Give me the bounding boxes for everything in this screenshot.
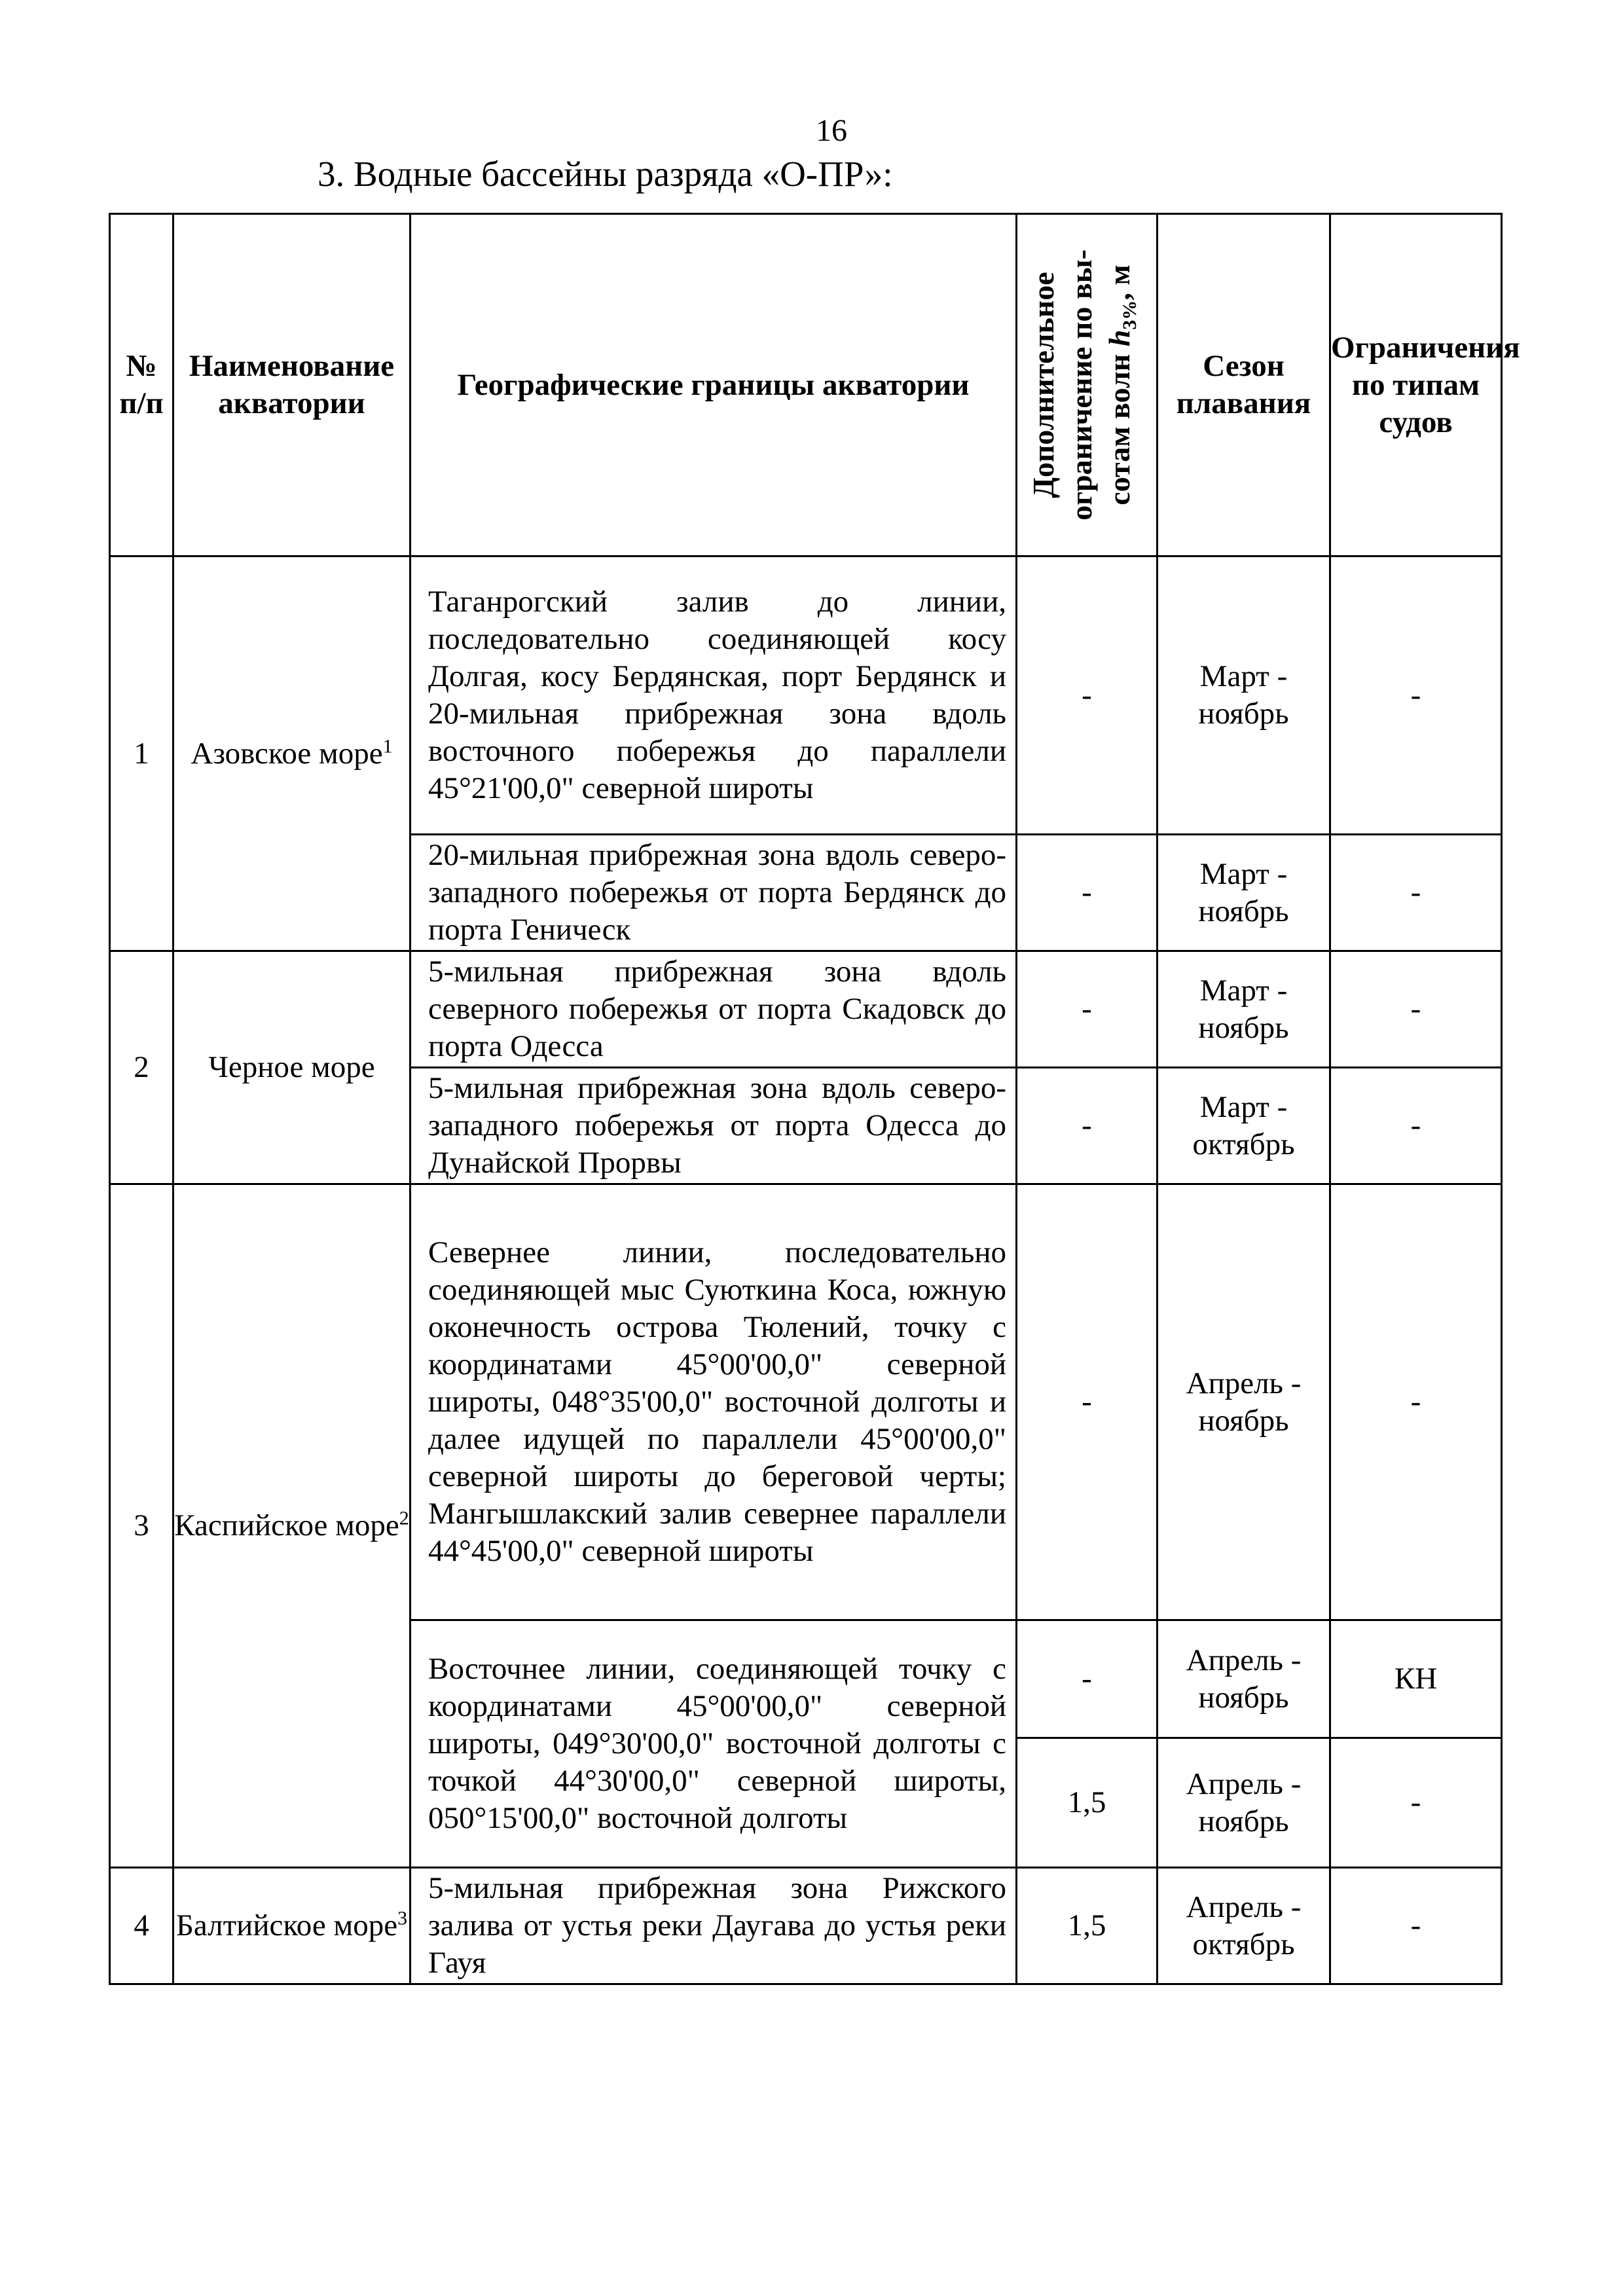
header-name: Наименование акватории [173,214,410,556]
row-geo: Восточнее линии, соединяющей точку с координатами 45°00'00,0" северной широты, 049°30'00,0" восточной долготы с точкой 44°30'00,0" северной широты, 050°15'00,0" восточной долготы [410,1620,1017,1868]
row-geo: 5-мильная прибрежная зона Рижского залива от устья реки Даугава до устья реки Гауя [410,1868,1017,1984]
row-restrictions: - [1330,951,1502,1068]
header-wave-text: Дополнительное ограничение по вы-сотам волн $h_{3\%}$, м [1026,249,1141,520]
row-num: 3 [110,1184,173,1868]
row-geo: 5-мильная прибрежная зона вдоль северо-западного побережья от порта Одесса до Дунайской Прорвы [410,1068,1017,1184]
row-season: Апрель - октябрь [1158,1868,1330,1984]
row-wave: - [1017,1068,1158,1184]
header-season: Сезон плавания [1158,214,1330,556]
row-name: Каспийское море$^2$ [173,1184,410,1868]
page-number: 16 [816,113,847,148]
row-restrictions: - [1330,1184,1502,1620]
row-season: Апрель - ноябрь [1158,1184,1330,1620]
header-restrictions: Ограничения по типам судов [1330,214,1502,556]
row-season: Март - октябрь [1158,1068,1330,1184]
row-geo: 5-мильная прибрежная зона вдоль северного побережья от порта Скадовск до порта Одесса [410,951,1017,1068]
row-season: Апрель - ноябрь [1158,1620,1330,1738]
row-wave: - [1017,556,1158,835]
row-season: Март - ноябрь [1158,556,1330,835]
footnote-ref: 1 [382,735,393,757]
row-season: Март - ноябрь [1158,835,1330,951]
table-header-row [110,214,1502,556]
row-num: 2 [110,951,173,1184]
waters-table [109,213,1520,1985]
row-restrictions: - [1330,835,1502,951]
row-wave: 1,5 [1017,1868,1158,1984]
row-num: 1 [110,556,173,951]
table-row [110,556,1502,835]
footnote-ref: 2 [399,1507,409,1529]
row-geo: Севернее линии, последовательно соединяющей мыс Суюткина Коса, южную оконечность острова Тюлений, точку с координатами 45°00'00,0" северной широты, 048°35'00,0" восточной долготы и далее идущей по параллели 45°00'00,0" северной широты до береговой черты; Мангышлакский залив севернее параллели 44°45'00,0" северной широты [410,1184,1017,1620]
row-restrictions: КН [1330,1620,1502,1738]
row-restrictions: - [1330,1738,1502,1868]
table-row [110,1184,1502,1620]
row-name: Черное море [173,951,410,1184]
row-season: Март - ноябрь [1158,951,1330,1068]
row-num: 4 [110,1868,173,1984]
row-wave: - [1017,951,1158,1068]
row-name: Балтийское море$^3$ [173,1868,410,1984]
row-geo: 20-мильная прибрежная зона вдоль северо-западного побережья от порта Бердянск до порта Геническ [410,835,1017,951]
row-wave: - [1017,1184,1158,1620]
section-title: 3. Водные бассейны разряда «О-ПР»: [318,154,893,194]
footnote-ref: 3 [397,1907,408,1929]
row-wave: - [1017,1620,1158,1738]
row-wave: 1,5 [1017,1738,1158,1868]
row-geo: Таганрогский залив до линии, последовательно соединяющей косу Долгая, косу Бердянская, порт Бердянск и 20-мильная прибрежная зона вдоль восточного побережья до параллели 45°21'00,0" северной широты [410,556,1017,835]
table-row [110,951,1502,1068]
row-name: Азовское море$^1$ [173,556,410,951]
row-restrictions: - [1330,1068,1502,1184]
row-wave: - [1017,835,1158,951]
table-row [110,1868,1502,1984]
header-wave [1017,214,1158,556]
row-restrictions: - [1330,1868,1502,1984]
row-restrictions: - [1330,556,1502,835]
header-num: № п/п [110,214,173,556]
row-season: Апрель - ноябрь [1158,1738,1330,1868]
header-geo: Географические границы акватории [410,214,1017,556]
